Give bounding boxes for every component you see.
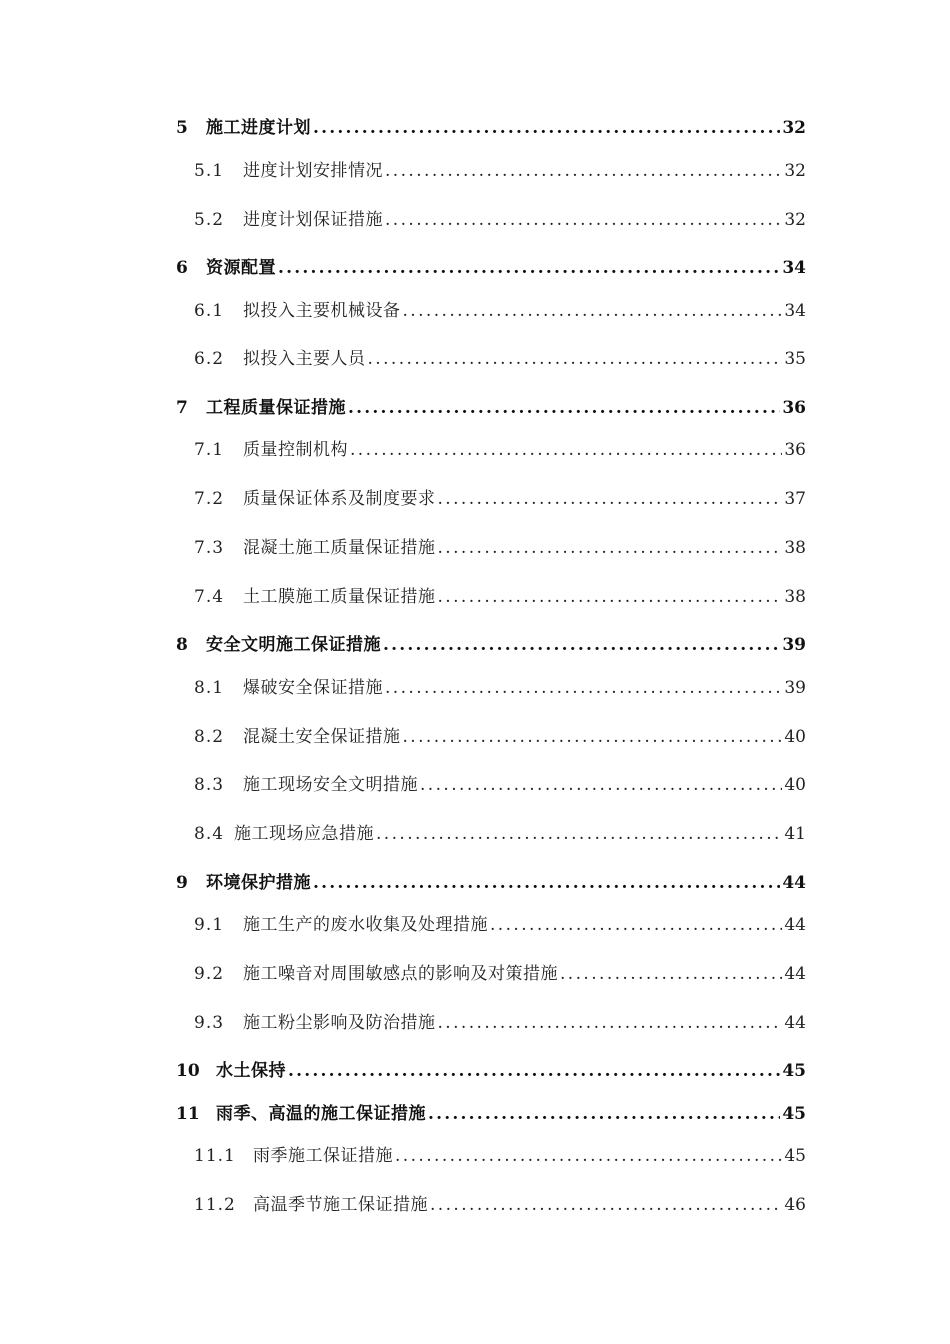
- toc-number: 9: [176, 873, 188, 893]
- dot-leader: [385, 678, 782, 698]
- toc-entry-9-3[interactable]: [176, 1005, 806, 1033]
- toc-title: 雨季施工保证措施: [253, 1146, 393, 1166]
- toc-title: 质量控制机构: [243, 440, 348, 460]
- toc-page-number: 35: [784, 349, 806, 369]
- toc-number: 8.3: [194, 775, 225, 795]
- dot-leader: [288, 1061, 780, 1081]
- toc-number: 6.1: [194, 301, 225, 321]
- toc-entry-5[interactable]: [176, 110, 806, 138]
- toc-number: 5: [176, 118, 188, 138]
- toc-entry-6-1[interactable]: [176, 293, 806, 321]
- toc-entry-7-4[interactable]: [176, 579, 806, 607]
- toc-page-number: 34: [784, 301, 806, 321]
- toc-page-number: 39: [784, 678, 806, 698]
- toc-entry-11-2[interactable]: [176, 1187, 806, 1215]
- toc-number: 11.2: [194, 1195, 236, 1215]
- toc-page-number: 34: [782, 258, 806, 278]
- dot-leader: [395, 1146, 782, 1166]
- toc-page-number: 45: [784, 1146, 806, 1166]
- toc-title: 资源配置: [206, 258, 276, 278]
- toc-number: 9.2: [194, 964, 225, 984]
- toc-entry-9-1[interactable]: [176, 907, 806, 935]
- toc-number: 7.2: [194, 489, 225, 509]
- toc-entry-8-4[interactable]: [176, 816, 806, 844]
- toc-page-number: 45: [782, 1061, 806, 1081]
- toc-entry-11-1[interactable]: [176, 1138, 806, 1166]
- toc-title: 拟投入主要机械设备: [243, 301, 401, 321]
- toc-page-number: 44: [782, 873, 806, 893]
- toc-page-number: 44: [784, 915, 806, 935]
- toc-title: 施工粉尘影响及防治措施: [243, 1013, 436, 1033]
- toc-number: 11.1: [194, 1146, 236, 1166]
- toc-page-number: 39: [782, 635, 806, 655]
- dot-leader: [383, 635, 780, 655]
- toc-number: 9.1: [194, 915, 225, 935]
- dot-leader: [348, 398, 780, 418]
- toc-page-number: 38: [784, 587, 806, 607]
- dot-leader: [385, 161, 782, 181]
- toc-title: 施工现场安全文明措施: [243, 775, 418, 795]
- toc-page-number: 32: [782, 118, 806, 138]
- toc-page-number: 44: [784, 1013, 806, 1033]
- toc-entry-7-2[interactable]: [176, 481, 806, 509]
- toc-title: 混凝土安全保证措施: [243, 727, 401, 747]
- toc-number: 6: [176, 258, 188, 278]
- dot-leader: [560, 964, 782, 984]
- toc-number: 7: [176, 398, 188, 418]
- dot-leader: [438, 489, 783, 509]
- toc-entry-9-2[interactable]: [176, 956, 806, 984]
- toc-title: 安全文明施工保证措施: [206, 635, 381, 655]
- toc-title: 工程质量保证措施: [206, 398, 346, 418]
- dot-leader: [420, 775, 782, 795]
- toc-number: 8.2: [194, 727, 225, 747]
- toc-title: 施工进度计划: [206, 118, 311, 138]
- dot-leader: [313, 118, 780, 138]
- toc-title: 施工噪音对周围敏感点的影响及对策措施: [243, 964, 558, 984]
- toc-number: 10: [176, 1061, 200, 1081]
- dot-leader: [428, 1104, 780, 1124]
- toc-page-number: 32: [784, 161, 806, 181]
- toc-page-number: 44: [784, 964, 806, 984]
- toc-title: 拟投入主要人员: [243, 349, 366, 369]
- toc-entry-6[interactable]: [176, 250, 806, 278]
- toc-title: 质量保证体系及制度要求: [243, 489, 436, 509]
- toc-entry-10[interactable]: [176, 1053, 806, 1081]
- toc-entry-9[interactable]: [176, 865, 806, 893]
- dot-leader: [403, 727, 783, 747]
- toc-number: 8.4: [194, 824, 225, 844]
- toc-title: 混凝土施工质量保证措施: [243, 538, 436, 558]
- toc-page-number: 38: [784, 538, 806, 558]
- toc-page-number: 37: [784, 489, 806, 509]
- toc-title: 施工生产的废水收集及处理措施: [243, 915, 488, 935]
- toc-entry-7-3[interactable]: [176, 530, 806, 558]
- dot-leader: [490, 915, 782, 935]
- toc-title: 水土保持: [216, 1061, 286, 1081]
- toc-title: 爆破安全保证措施: [243, 678, 383, 698]
- toc-number: 5.2: [194, 210, 225, 230]
- toc-entry-5-1[interactable]: [176, 153, 806, 181]
- toc-entry-8[interactable]: [176, 627, 806, 655]
- toc-number: 7.1: [194, 440, 225, 460]
- toc-title: 进度计划安排情况: [243, 161, 383, 181]
- toc-entry-6-2[interactable]: [176, 341, 806, 369]
- toc-title: 进度计划保证措施: [243, 210, 383, 230]
- toc-page-number: 41: [784, 824, 806, 844]
- dot-leader: [403, 301, 783, 321]
- toc-number: 7.3: [194, 538, 225, 558]
- toc-number: 7.4: [194, 587, 225, 607]
- toc-number: 11: [176, 1104, 200, 1124]
- toc-page-number: 40: [784, 727, 806, 747]
- dot-leader: [385, 210, 782, 230]
- toc-entry-8-3[interactable]: [176, 767, 806, 795]
- dot-leader: [438, 587, 783, 607]
- toc-title: 环境保护措施: [206, 873, 311, 893]
- toc-title: 施工现场应急措施: [234, 824, 374, 844]
- toc-number: 8.1: [194, 678, 225, 698]
- dot-leader: [438, 1013, 783, 1033]
- toc-number: 5.1: [194, 161, 225, 181]
- toc-page-number: 36: [784, 440, 806, 460]
- toc-entry-11[interactable]: [176, 1096, 806, 1124]
- dot-leader: [278, 258, 780, 278]
- toc-page-number: 32: [784, 210, 806, 230]
- dot-leader: [376, 824, 782, 844]
- toc-number: 6.2: [194, 349, 225, 369]
- toc-page-number: 45: [782, 1104, 806, 1124]
- toc-title: 高温季节施工保证措施: [253, 1195, 428, 1215]
- toc-entry-5-2[interactable]: [176, 202, 806, 230]
- dot-leader: [438, 538, 783, 558]
- toc-page-number: 40: [784, 775, 806, 795]
- toc-number: 9.3: [194, 1013, 225, 1033]
- dot-leader: [350, 440, 782, 460]
- toc-entry-8-1[interactable]: [176, 670, 806, 698]
- toc-title: 土工膜施工质量保证措施: [243, 587, 436, 607]
- dot-leader: [368, 349, 783, 369]
- toc-page-number: 46: [784, 1195, 806, 1215]
- dot-leader: [313, 873, 780, 893]
- toc-entry-7-1[interactable]: [176, 432, 806, 460]
- dot-leader: [430, 1195, 782, 1215]
- toc-page-number: 36: [782, 398, 806, 418]
- toc-entry-7[interactable]: [176, 390, 806, 418]
- toc-entry-8-2[interactable]: [176, 719, 806, 747]
- toc-number: 8: [176, 635, 188, 655]
- toc-title: 雨季、高温的施工保证措施: [216, 1104, 426, 1124]
